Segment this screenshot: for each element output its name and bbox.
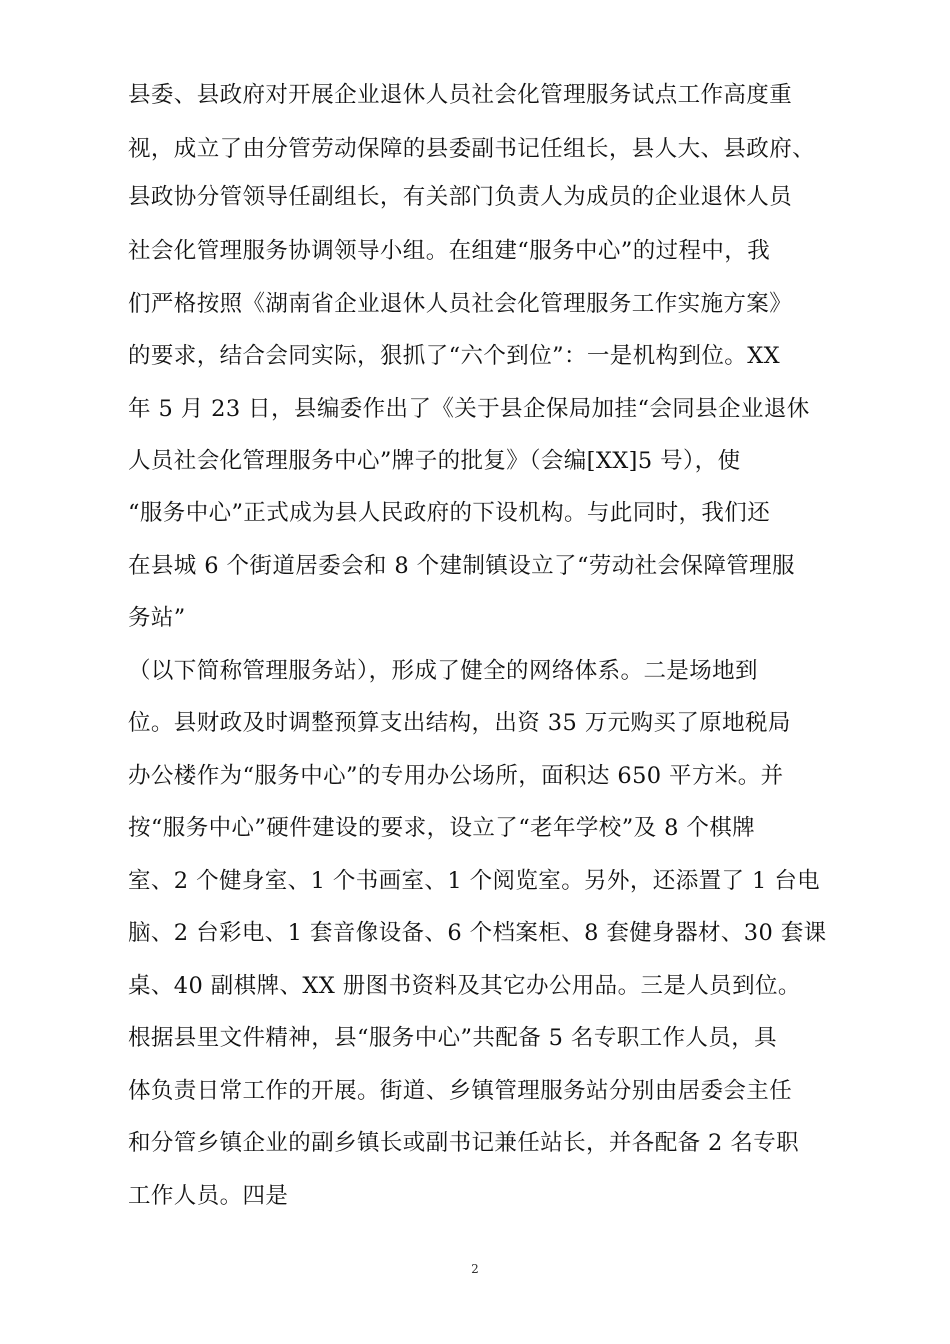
text-line-10: 在县城 6 个街道居委会和 8 个建制镇设立了“劳动社会保障管理服 [128, 553, 795, 579]
text-line-1: 县委、县政府对开展企业退休人员社会化管理服务试点工作高度重 [128, 82, 793, 108]
text-line-21: 和分管乡镇企业的副乡镇长或副书记兼任站长，并各配备 2 名专职 [128, 1130, 800, 1156]
text-line-20: 体负责日常工作的开展。街道、乡镇管理服务站分别由居委会主任 [128, 1078, 793, 1104]
page-number: 2 [471, 1262, 479, 1276]
text-line-4: 社会化管理服务协调领导小组。在组建“服务中心”的过程中，我 [128, 238, 771, 264]
text-line-16: 室、2 个健身室、1 个书画室、1 个阅览室。另外，还添置了 1 台电 [128, 868, 821, 894]
text-line-2: 视，成立了由分管劳动保障的县委副书记任组长，县人大、县政府、 [128, 136, 816, 162]
text-line-15: 按“服务中心”硬件建设的要求，设立了“老年学校”及 8 个棋牌 [128, 815, 756, 841]
text-line-17: 脑、2 台彩电、1 套音像设备、6 个档案柜、8 套健身器材、30 套课 [128, 920, 827, 946]
text-line-5: 们严格按照《湖南省企业退休人员社会化管理服务工作实施方案》 [128, 291, 793, 317]
text-line-13: 位。县财政及时调整预算支出结构，出资 35 万元购买了原地税局 [128, 710, 791, 736]
text-line-12: （以下简称管理服务站），形成了健全的网络体系。二是场地到 [128, 658, 758, 684]
text-line-9: “服务中心”正式成为县人民政府的下设机构。与此同时，我们还 [128, 500, 771, 526]
text-line-22: 工作人员。四是 [128, 1183, 289, 1209]
text-line-14: 办公楼作为“服务中心”的专用办公场所，面积达 650 平方米。并 [128, 763, 784, 789]
text-line-7: 年 5 月 23 日，县编委作出了《关于县企保局加挂“会同县企业退休 [128, 396, 810, 422]
text-line-11: 务站” [128, 605, 186, 631]
text-line-19: 根据县里文件精神，县“服务中心”共配备 5 名专职工作人员，具 [128, 1025, 778, 1051]
text-line-8: 人员社会化管理服务中心”牌子的批复》（会编[XX]5 号），使 [128, 448, 741, 474]
text-line-3: 县政协分管领导任副组长，有关部门负责人为成员的企业退休人员 [128, 184, 793, 210]
text-line-18: 桌、40 副棋牌、XX 册图书资料及其它办公用品。三是人员到位。 [128, 973, 801, 999]
text-line-6: 的要求，结合会同实际，狠抓了“六个到位”：一是机构到位。XX [128, 343, 781, 369]
